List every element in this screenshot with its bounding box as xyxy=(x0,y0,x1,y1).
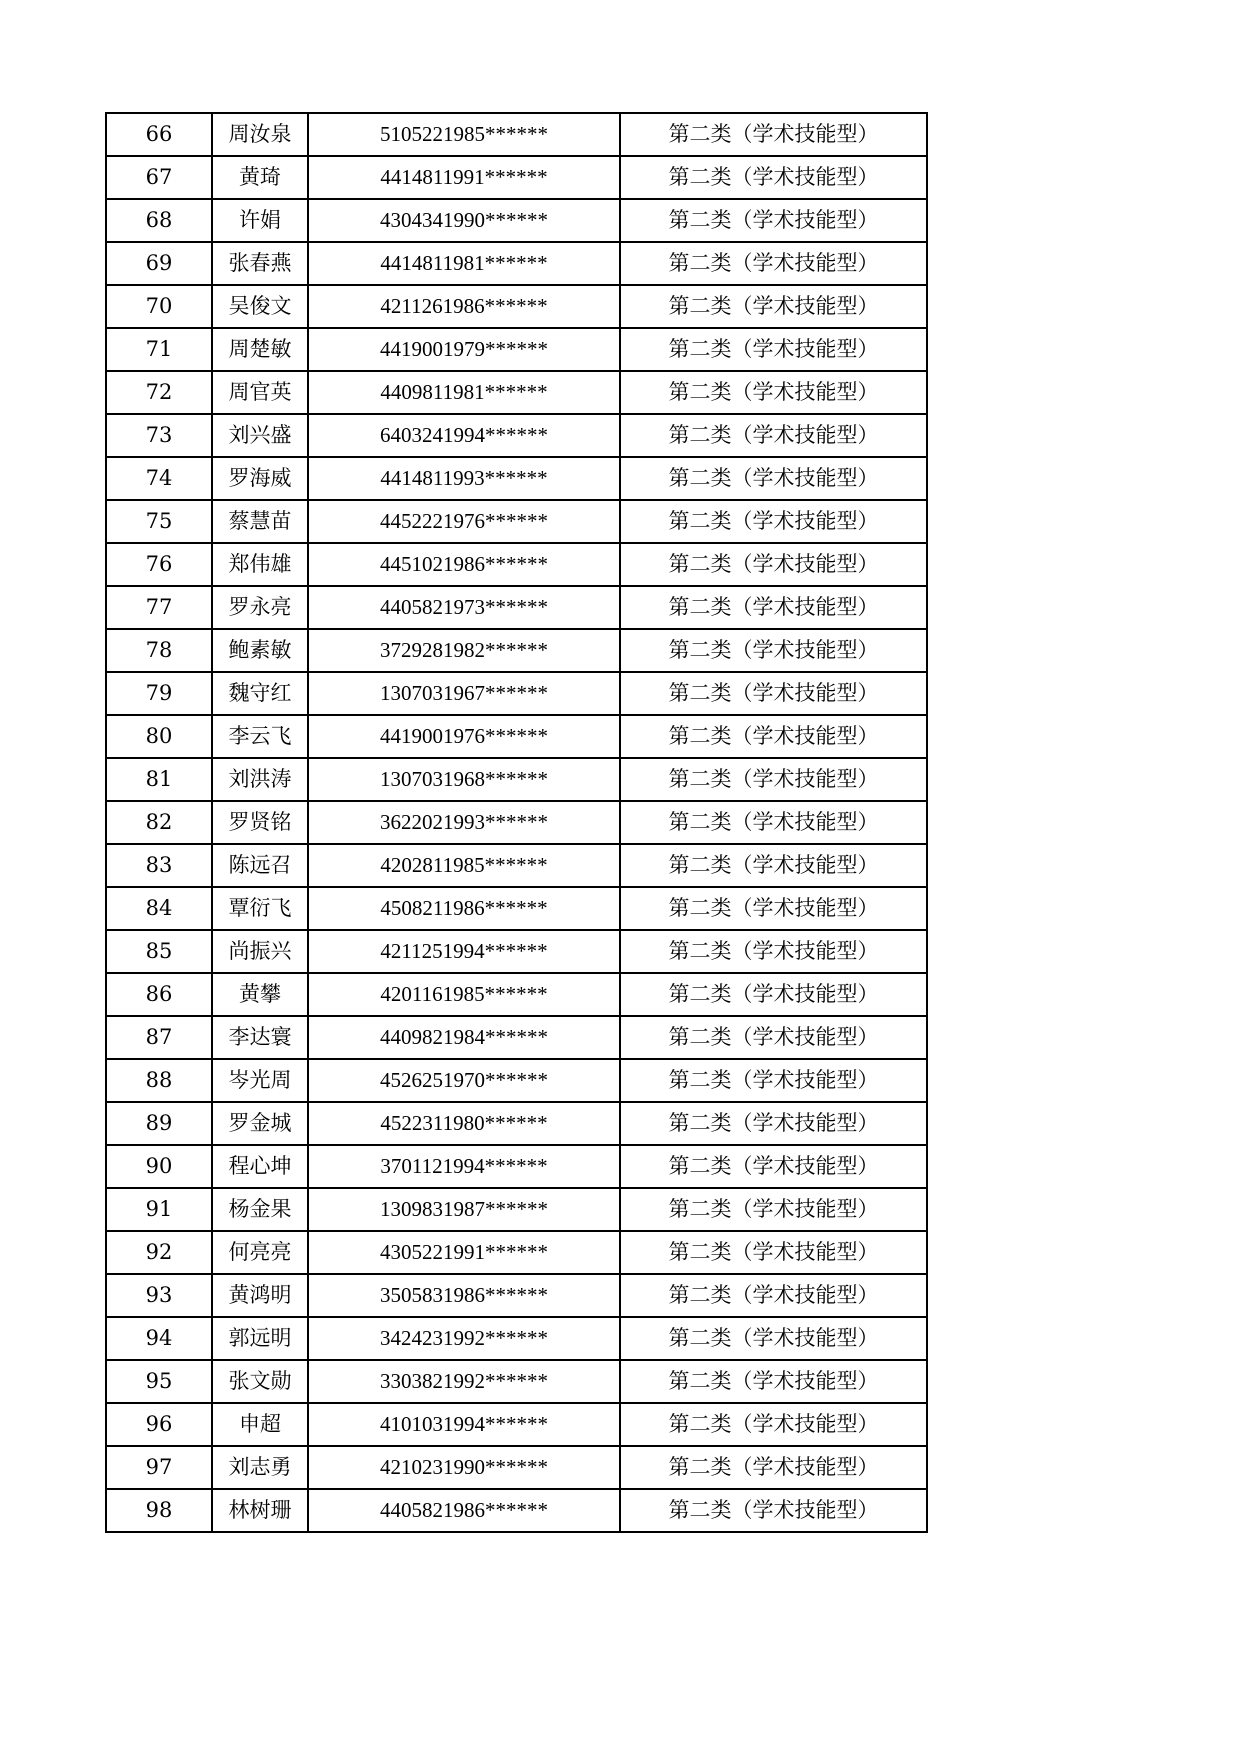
id-number-cell: 3303821992****** xyxy=(308,1360,620,1403)
name-cell: 黄琦 xyxy=(212,156,308,199)
name-cell: 覃衍飞 xyxy=(212,887,308,930)
row-number-cell: 67 xyxy=(106,156,212,199)
category-cell: 第二类（学术技能型） xyxy=(620,285,927,328)
name-cell: 郭远明 xyxy=(212,1317,308,1360)
category-cell: 第二类（学术技能型） xyxy=(620,328,927,371)
id-number-cell: 4414811991****** xyxy=(308,156,620,199)
category-cell: 第二类（学术技能型） xyxy=(620,629,927,672)
category-cell: 第二类（学术技能型） xyxy=(620,1403,927,1446)
name-cell: 蔡慧苗 xyxy=(212,500,308,543)
row-number-cell: 87 xyxy=(106,1016,212,1059)
category-cell: 第二类（学术技能型） xyxy=(620,715,927,758)
name-cell: 刘兴盛 xyxy=(212,414,308,457)
row-number-cell: 82 xyxy=(106,801,212,844)
table-row xyxy=(106,672,927,715)
name-cell: 杨金果 xyxy=(212,1188,308,1231)
roster-table xyxy=(105,112,928,1533)
table-row xyxy=(106,457,927,500)
row-number-cell: 72 xyxy=(106,371,212,414)
id-number-cell: 4522311980****** xyxy=(308,1102,620,1145)
name-cell: 岑光周 xyxy=(212,1059,308,1102)
id-number-cell: 5105221985****** xyxy=(308,113,620,156)
row-number-cell: 91 xyxy=(106,1188,212,1231)
name-cell: 申超 xyxy=(212,1403,308,1446)
category-cell: 第二类（学术技能型） xyxy=(620,672,927,715)
table-row xyxy=(106,1016,927,1059)
name-cell: 吴俊文 xyxy=(212,285,308,328)
row-number-cell: 85 xyxy=(106,930,212,973)
table-row xyxy=(106,543,927,586)
row-number-cell: 77 xyxy=(106,586,212,629)
category-cell: 第二类（学术技能型） xyxy=(620,758,927,801)
row-number-cell: 80 xyxy=(106,715,212,758)
name-cell: 魏守红 xyxy=(212,672,308,715)
name-cell: 尚振兴 xyxy=(212,930,308,973)
id-number-cell: 1309831987****** xyxy=(308,1188,620,1231)
table-row xyxy=(106,414,927,457)
table-row xyxy=(106,1446,927,1489)
id-number-cell: 6403241994****** xyxy=(308,414,620,457)
id-number-cell: 4304341990****** xyxy=(308,199,620,242)
category-cell: 第二类（学术技能型） xyxy=(620,242,927,285)
category-cell: 第二类（学术技能型） xyxy=(620,199,927,242)
category-cell: 第二类（学术技能型） xyxy=(620,1231,927,1274)
row-number-cell: 86 xyxy=(106,973,212,1016)
row-number-cell: 79 xyxy=(106,672,212,715)
row-number-cell: 98 xyxy=(106,1489,212,1532)
id-number-cell: 4419001979****** xyxy=(308,328,620,371)
id-number-cell: 1307031967****** xyxy=(308,672,620,715)
category-cell: 第二类（学术技能型） xyxy=(620,1274,927,1317)
id-number-cell: 4211251994****** xyxy=(308,930,620,973)
table-row xyxy=(106,199,927,242)
row-number-cell: 74 xyxy=(106,457,212,500)
category-cell: 第二类（学术技能型） xyxy=(620,887,927,930)
id-number-cell: 3424231992****** xyxy=(308,1317,620,1360)
table-row xyxy=(106,1403,927,1446)
category-cell: 第二类（学术技能型） xyxy=(620,1489,927,1532)
category-cell: 第二类（学术技能型） xyxy=(620,113,927,156)
id-number-cell: 4405821986****** xyxy=(308,1489,620,1532)
table-row xyxy=(106,887,927,930)
id-number-cell: 3729281982****** xyxy=(308,629,620,672)
category-cell: 第二类（学术技能型） xyxy=(620,1059,927,1102)
id-number-cell: 4414811981****** xyxy=(308,242,620,285)
id-number-cell: 4526251970****** xyxy=(308,1059,620,1102)
table-row xyxy=(106,1274,927,1317)
id-number-cell: 1307031968****** xyxy=(308,758,620,801)
row-number-cell: 90 xyxy=(106,1145,212,1188)
table-row xyxy=(106,500,927,543)
row-number-cell: 75 xyxy=(106,500,212,543)
id-number-cell: 4405821973****** xyxy=(308,586,620,629)
category-cell: 第二类（学术技能型） xyxy=(620,543,927,586)
row-number-cell: 89 xyxy=(106,1102,212,1145)
name-cell: 陈远召 xyxy=(212,844,308,887)
name-cell: 罗永亮 xyxy=(212,586,308,629)
name-cell: 罗海威 xyxy=(212,457,308,500)
id-number-cell: 4414811993****** xyxy=(308,457,620,500)
table-row xyxy=(106,629,927,672)
name-cell: 张春燕 xyxy=(212,242,308,285)
table-row xyxy=(106,586,927,629)
table-row xyxy=(106,801,927,844)
table-row xyxy=(106,156,927,199)
table-row xyxy=(106,758,927,801)
category-cell: 第二类（学术技能型） xyxy=(620,500,927,543)
row-number-cell: 96 xyxy=(106,1403,212,1446)
name-cell: 刘志勇 xyxy=(212,1446,308,1489)
category-cell: 第二类（学术技能型） xyxy=(620,1145,927,1188)
category-cell: 第二类（学术技能型） xyxy=(620,371,927,414)
row-number-cell: 70 xyxy=(106,285,212,328)
table-row xyxy=(106,1360,927,1403)
category-cell: 第二类（学术技能型） xyxy=(620,973,927,1016)
id-number-cell: 3701121994****** xyxy=(308,1145,620,1188)
name-cell: 黄鸿明 xyxy=(212,1274,308,1317)
category-cell: 第二类（学术技能型） xyxy=(620,1188,927,1231)
table-row xyxy=(106,1145,927,1188)
category-cell: 第二类（学术技能型） xyxy=(620,457,927,500)
category-cell: 第二类（学术技能型） xyxy=(620,801,927,844)
row-number-cell: 68 xyxy=(106,199,212,242)
id-number-cell: 4305221991****** xyxy=(308,1231,620,1274)
name-cell: 郑伟雄 xyxy=(212,543,308,586)
id-number-cell: 4409811981****** xyxy=(308,371,620,414)
table-row xyxy=(106,371,927,414)
id-number-cell: 3622021993****** xyxy=(308,801,620,844)
name-cell: 黄攀 xyxy=(212,973,308,1016)
id-number-cell: 4452221976****** xyxy=(308,500,620,543)
table-row xyxy=(106,285,927,328)
table-row xyxy=(106,973,927,1016)
category-cell: 第二类（学术技能型） xyxy=(620,1317,927,1360)
table-row xyxy=(106,1317,927,1360)
row-number-cell: 95 xyxy=(106,1360,212,1403)
name-cell: 许娟 xyxy=(212,199,308,242)
table-row xyxy=(106,844,927,887)
id-number-cell: 4101031994****** xyxy=(308,1403,620,1446)
name-cell: 李达寰 xyxy=(212,1016,308,1059)
id-number-cell: 4201161985****** xyxy=(308,973,620,1016)
row-number-cell: 93 xyxy=(106,1274,212,1317)
row-number-cell: 76 xyxy=(106,543,212,586)
name-cell: 林树珊 xyxy=(212,1489,308,1532)
row-number-cell: 69 xyxy=(106,242,212,285)
category-cell: 第二类（学术技能型） xyxy=(620,156,927,199)
table-row xyxy=(106,1059,927,1102)
category-cell: 第二类（学术技能型） xyxy=(620,930,927,973)
table-row xyxy=(106,1188,927,1231)
table-row xyxy=(106,715,927,758)
id-number-cell: 4419001976****** xyxy=(308,715,620,758)
id-number-cell: 4508211986****** xyxy=(308,887,620,930)
roster-table-body xyxy=(106,113,927,1532)
category-cell: 第二类（学术技能型） xyxy=(620,1446,927,1489)
name-cell: 周官英 xyxy=(212,371,308,414)
id-number-cell: 4210231990****** xyxy=(308,1446,620,1489)
row-number-cell: 81 xyxy=(106,758,212,801)
category-cell: 第二类（学术技能型） xyxy=(620,1360,927,1403)
table-row xyxy=(106,1489,927,1532)
category-cell: 第二类（学术技能型） xyxy=(620,414,927,457)
row-number-cell: 66 xyxy=(106,113,212,156)
table-row xyxy=(106,930,927,973)
id-number-cell: 4451021986****** xyxy=(308,543,620,586)
row-number-cell: 88 xyxy=(106,1059,212,1102)
id-number-cell: 4211261986****** xyxy=(308,285,620,328)
name-cell: 李云飞 xyxy=(212,715,308,758)
row-number-cell: 71 xyxy=(106,328,212,371)
name-cell: 罗贤铭 xyxy=(212,801,308,844)
id-number-cell: 4202811985****** xyxy=(308,844,620,887)
id-number-cell: 4409821984****** xyxy=(308,1016,620,1059)
category-cell: 第二类（学术技能型） xyxy=(620,1102,927,1145)
category-cell: 第二类（学术技能型） xyxy=(620,586,927,629)
table-row xyxy=(106,242,927,285)
row-number-cell: 94 xyxy=(106,1317,212,1360)
row-number-cell: 83 xyxy=(106,844,212,887)
row-number-cell: 84 xyxy=(106,887,212,930)
name-cell: 刘洪涛 xyxy=(212,758,308,801)
category-cell: 第二类（学术技能型） xyxy=(620,1016,927,1059)
name-cell: 周汝泉 xyxy=(212,113,308,156)
row-number-cell: 78 xyxy=(106,629,212,672)
table-row xyxy=(106,328,927,371)
table-row xyxy=(106,1231,927,1274)
table-row xyxy=(106,113,927,156)
name-cell: 何亮亮 xyxy=(212,1231,308,1274)
row-number-cell: 73 xyxy=(106,414,212,457)
row-number-cell: 97 xyxy=(106,1446,212,1489)
name-cell: 罗金城 xyxy=(212,1102,308,1145)
name-cell: 周楚敏 xyxy=(212,328,308,371)
name-cell: 鲍素敏 xyxy=(212,629,308,672)
name-cell: 程心坤 xyxy=(212,1145,308,1188)
category-cell: 第二类（学术技能型） xyxy=(620,844,927,887)
name-cell: 张文勋 xyxy=(212,1360,308,1403)
row-number-cell: 92 xyxy=(106,1231,212,1274)
id-number-cell: 3505831986****** xyxy=(308,1274,620,1317)
table-row xyxy=(106,1102,927,1145)
